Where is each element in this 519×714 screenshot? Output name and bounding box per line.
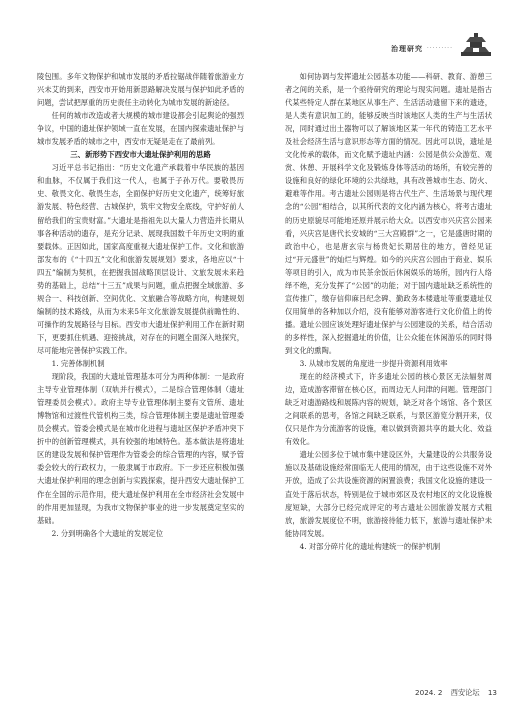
subsection-heading: 2. 分到明确各个大遗址的发展定位: [51, 528, 164, 538]
section-heading: 三、新形势下西安市大遗址保护利用的思路: [70, 150, 211, 160]
issue-number: 2024. 2: [415, 688, 443, 697]
page-footer: [409, 688, 497, 698]
left-column: [37, 70, 244, 540]
page-header: [373, 32, 493, 56]
header-dots-divider: ·········: [426, 45, 453, 52]
page-number: 13: [487, 688, 497, 697]
right-column: [285, 70, 492, 553]
pagoda-logo-icon: [459, 32, 493, 58]
magazine-name: 西安论坛: [450, 688, 480, 697]
paragraph: 现阶段，我国的大遗址管理基本可分为两种体制：一是政府主导专业管理体制（双轨并行模式），二是综合管理体制（遗址管理委员会模式）。政府主导专业管理体制主要有文管所、遗址博物馆和过渡性代管机构三类，综合管理体制主要是遗址管理委员会模式。管委会模式是在城市化进程与遗址区保护矛盾冲突下折中的创新管理模式，具有较强的地域特色。基本做法是将遗址区的建设发展和保护管理作为管委会的综合管理的内容，赋予管委会较大的行政权力，一般隶属于市政府。下一步还应积极加强大遗址保护利用的理念创新与实践探索，提升西安大遗址保护工作在全国的示范作用，使大遗址保护利用在全市经济社会发展中的作用更加显现，为我市文物保护事业的进一步发展奠定坚实的基础。: [37, 372, 244, 525]
paragraph: 习近平总书记指出：“历史文化遗产承载着中华民族的基因和血脉，不仅属于我们这一代人，也属于子孙万代。要敬畏历史、敬畏文化、敬畏生态，全面保护好历史文化遗产，统筹好旅游发展、特色经营、古城保护，筑牢文物安全底线，守护好前人留给我们的宝贵财富。”大遗址是指祖先以大量人力营造并长期从事各种活动的遗存，是充分记录、展现我国数千年历史文明的重要载体。正因如此，国家高度重视大遗址保护工作。文化和旅游部发布的《“十四五”文化和旅游发展规划》要求，各地应以“十四五”编制为契机，在把握我国战略顶层设计、文旅发展未来趋势的基础上，总结“十三五”成果与问题，重点把握全域旅游、多规合一、科技创新、空间优化、文旅融合等战略方向，构建规划编制的技术路线，从而为未来5年文化旅游发展提供前瞻性的、可操作的发展路径与目标。西安市大遗址保护利用工作在新时期下，更要抓住机遇、迎接挑战，对存在的问题全面深入地探究，尽可能地完善保护实践工作。: [37, 163, 244, 355]
paragraph: 任何的城市改造或者大规模的城市建设都会引起舆论的强烈争议，中国的遗址保护领域一直在发展，在国内探索遗址保护与城市发展矛盾的城市之中，西安市无疑是走在了最前列。: [37, 111, 244, 147]
paragraph: 现在的经济模式下，许多遗址公园的核心景区无法辐射周边，造成游客滞留在核心区，而周边无人问津的问题。管理部门缺乏对遗游路线和展陈内容的规划，缺乏对各个场馆、各个景区之间联系的思考，各馆之间缺乏联系，与景区游览分割开来，仅仅只是作为分流游客的设施，难以做到资源共享的最大化、效益有效化。: [285, 372, 492, 447]
subsection-heading: 1. 完善体制机制: [51, 359, 105, 369]
section-label: 治理研究: [391, 45, 423, 53]
paragraph: 陵包围。多年文物保护和城市发展的矛盾拉锯战伴随着旅游业方兴未艾的到来，西安市开始用新思路解决发展与保护如此矛盾的问题，尝试把厚重的历史责任主动转化为城市发展的新途径。: [37, 72, 244, 108]
subsection-heading: 4. 对部分碎片化的遗址构建统一的保护机制: [299, 541, 441, 551]
paragraph: 如何协调与发挥遗址公园基本功能——科研、教育、游憩三者之间的关系，是一个亟待研究的理论与现实问题。遗址是指古代某些特定人群在某地区从事生产、生活活动遗留下来的遗迹，是人类有意识加工的，能够反映当时该地区人类的生产与生活状况，同时通过出土器物可以了解该地区某一年代的铸造工艺水平及社会经济生活与意识形态等方面的情况。因此可以说，遗址是文化传承的载体，而文化赋予遗址内涵：公园是供公众游览、观赏、休憩、开展科学文化及锻炼身体等活动的场所，有较完善的设施和良好的绿化环境的公共绿地，具有改善城市生态、防火、避难等作用。考古遗址公园则是将古代生产、生活场景与现代理念的“公园”相结合，以其所代表的文化内涵为核心，将考古遗址的历史原貌尽可能地还原并展示给大众。以西安市兴庆宫公园来看，兴庆宫是唐代长安城的“三大宫殿群”之一，它是盛唐时期的政治中心，也是唐玄宗与杨贵妃长期居住的地方，曾经见证过“开元盛世”的灿烂与辉煌。如今的兴庆宫公园由于商业、娱乐等项目的引入，成为市民茶余饭后休闲娱乐的场所，园内行人络绎不绝，充分发挥了“公园”的功能；对于国内遗址缺乏系统性的宣传推广，缴存信仰麻吕纪念碑、勤政务本楼遗址等重要遗址仅仅用简单的各种加以介绍，没有能够对游客进行文化价值上的传播。遗址公园应该处理好遗址保护与公园建设的关系，结合活动的多样性，深入挖掘遗址的价值，让公众能在休闲游乐的同时得到文化的熏陶。: [285, 72, 492, 355]
subsection-heading: 3. 从城市发展的角度进一步提升资源利用效率: [299, 359, 448, 369]
paragraph: 遗址公园多位于城市集中建设区外，大量建设的公共服务设施以及基础设施经常面临无人使用的情况，由于这些设施不对外开放，造成了公共设施资源的闲置浪费；我国文化设施的建设一直处于落后状态，特别是位于城市郊区及农村地区的文化设施极度短缺，大部分已经完成评定的考古遗址公园旅游发展方式粗放，旅游发展度位不明，旅游接待能力低下，旅游与遗址保护未能协同发展。: [285, 450, 492, 538]
